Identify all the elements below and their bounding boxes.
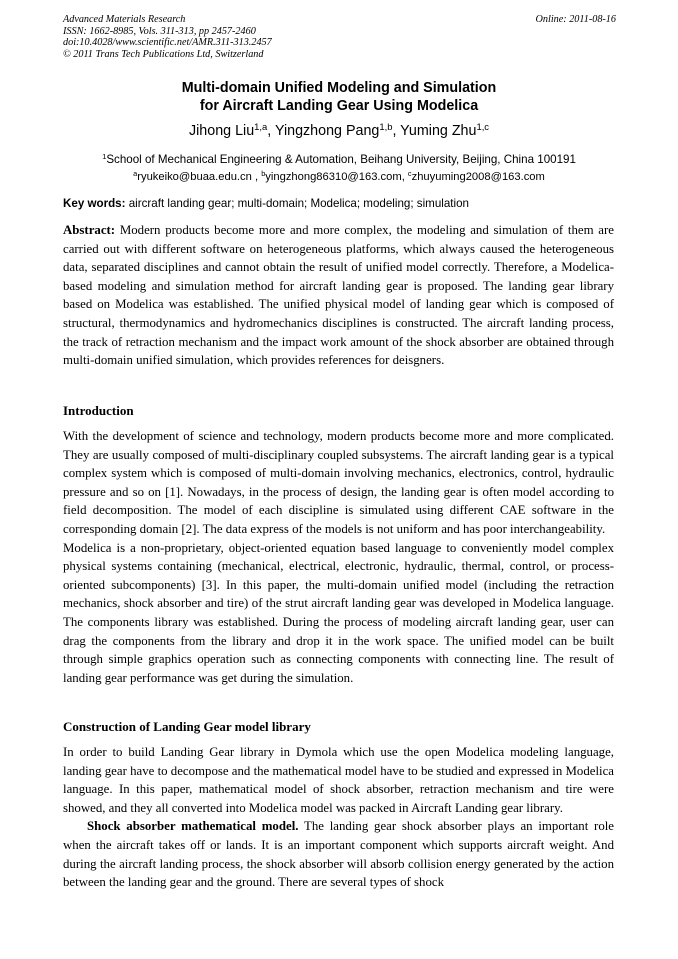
journal-header — [63, 14, 616, 60]
email-address[interactable]: ryukeiko@buaa.edu.cn — [137, 171, 252, 183]
email-sep: , — [251, 171, 262, 183]
email-sup: b — [261, 168, 266, 178]
email-list — [0, 170, 678, 185]
email-sep: , — [401, 171, 408, 183]
doi-line[interactable]: doi:10.4028/www.scientific.net/AMR.311-313.2457 — [63, 37, 272, 49]
email-address[interactable]: zhuyuming2008@163.com — [411, 171, 545, 183]
author-sup: 1,c — [476, 120, 490, 132]
paper-title-line-2: for Aircraft Landing Gear Using Modelica — [199, 98, 479, 114]
email-address[interactable]: yingzhong86310@163.com — [265, 171, 402, 183]
construction-body — [63, 743, 614, 892]
shock-absorber-label: Shock absorber mathematical model. — [87, 819, 299, 834]
keywords-label: Key words: — [63, 197, 126, 210]
introduction-body — [63, 427, 614, 687]
email-sup: c — [407, 168, 412, 178]
affiliation-sup: 1 — [102, 151, 107, 161]
journal-name: Advanced Materials Research — [63, 14, 186, 25]
keywords — [63, 196, 616, 211]
issn-line: ISSN: 1662-8985, Vols. 311-313, pp 2457-2460 — [63, 25, 256, 37]
author-list — [0, 122, 678, 140]
abstract-text: Modern products become more and more complex, the modeling and simulation of them are carried out with different software on heterogeneous platforms, which always caused the heterogeneous data, separated disciplines and cannot obtain the result of unified model correctly. Therefore, a Modelica-based modeling and simulation method for aircraft landing gear is proposed. The landing gear library based on Modelica was established. The unified physical model of landing gear which is composed of structural, thermodynamics and hydromechanics disciplines is constructed. The aircraft landing process, the track of retraction mechanism and the impact work amount of the shock absorber are obtained through multi-domain unified simulation, which provides references for deisgners. — [63, 223, 614, 368]
copyright-line: © 2011 Trans Tech Publications Ltd, Switzerland — [63, 48, 264, 60]
email-sup: a — [133, 168, 138, 178]
author-sup: 1,b — [379, 120, 393, 132]
abstract — [63, 221, 614, 370]
introduction-paragraph: Modelica is a non-proprietary, object-oriented equation based language to conveniently model complex physical systems containing (mechanical, electrical, electronic, hydraulic, thermal, control, or process-oriented subcomponents) [3]. In this paper, the multi-domain unified model (including the retraction mechanics, shock absorber and tire) of the strut aircraft landing gear was developed in Modelica language. The components library was established. During the process of modeling aircraft landing gear, user can drag the components from the library and drop it in the work space. The unified model can be built through simple graphics operation such as connecting components with connecting line. The result of landing gear performance was get during the simulation. — [63, 540, 614, 685]
keywords-text: aircraft landing gear; multi-domain; Modelica; modeling; simulation — [128, 197, 469, 210]
paper-title-line-1: Multi-domain Unified Modeling and Simulation — [181, 80, 497, 96]
author-sep: , — [392, 123, 401, 139]
construction-heading: Construction of Landing Gear model library — [63, 719, 311, 734]
abstract-label: Abstract: — [63, 223, 116, 237]
author-name: Yingzhong Pang — [274, 123, 380, 139]
online-date: Online: 2011-08-16 — [535, 14, 616, 25]
affiliation — [0, 152, 678, 167]
author-sup: 1,a — [254, 120, 268, 132]
introduction-heading: Introduction — [63, 403, 134, 418]
affiliation-text: School of Mechanical Engineering & Automation, Beihang University, Beijing, China 100191 — [106, 153, 576, 166]
author-sep: , — [267, 123, 275, 139]
construction-paragraph: The landing gear shock absorber plays an important role when the aircraft takes off or lands. It is an important component which supports aircraft weight. And during the aircraft landing process, the shock absorber will absorb collision energy generated by the action between the landing gear and the ground. There are several types of shock — [63, 819, 615, 890]
author-name: Yuming Zhu — [400, 123, 477, 139]
introduction-paragraph: With the development of science and technology, modern products become more and more complicated. They are usually composed of multi-disciplinary coupled subsystems. The aircraft landing gear is a typical complex system which is composed of multi-domain involving mechanics, electronics, control, hydraulic pressure and so on [1]. Nowadays, in the process of design, the landing gear is often model according to field decomposition. The model of each discipline is simulated using different CAE software in the corresponding domain [2]. The data express of the models is not uniform and has poor interchangeability. — [63, 429, 614, 536]
construction-paragraph: In order to build Landing Gear library in Dymola which use the open Modelica modeling language, landing gear have to decompose and the mathematical model have to be studied and expressed in Modelica language. In this paper, mathematical model of shock absorber, retraction mechanism and tire were showed, and they all converted into Modelica model was packed in Aircraft Landing gear library. — [63, 745, 614, 815]
author-name: Jihong Liu — [188, 123, 255, 139]
